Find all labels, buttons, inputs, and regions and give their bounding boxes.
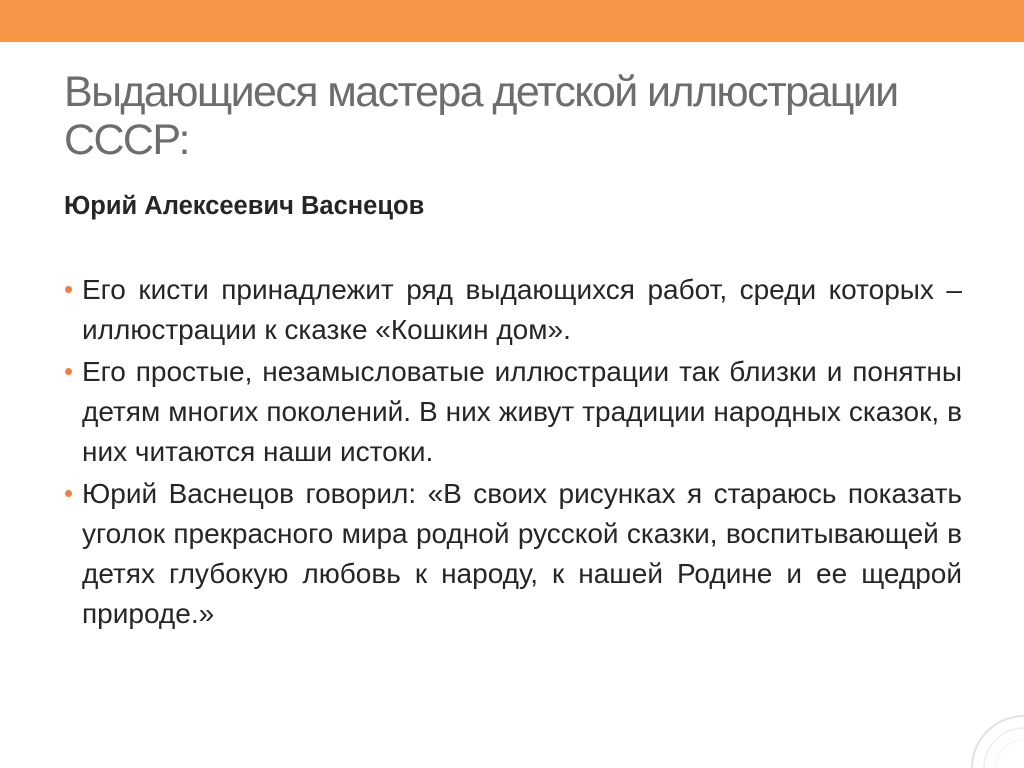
bullet-dot-icon: • bbox=[64, 274, 74, 304]
bullet-text: Юрий Васнецов говорил: «В своих рисунках я стараюсь показать уголок прекрасного мира родной русской сказки, воспитывающей в детях глубокую любовь к народу, к нашей Родине и ее щедрой природе.» bbox=[82, 478, 962, 629]
bullet-list bbox=[64, 270, 962, 636]
bullet-item bbox=[64, 352, 962, 472]
bullet-dot-icon: • bbox=[64, 478, 74, 508]
bullet-text: Его простые, незамысловатые иллюстрации так близки и понятны детям многих поколений. В них живут традиции народных сказок, в них читаются наши истоки. bbox=[82, 356, 962, 467]
slide-title: Выдающиеся мастера детской иллюстрации СССР: bbox=[64, 68, 898, 164]
bullet-item bbox=[64, 474, 962, 634]
bullet-dot-icon: • bbox=[64, 356, 74, 386]
top-accent-bar bbox=[0, 0, 1024, 42]
slide-subtitle: Юрий Алексеевич Васнецов bbox=[64, 192, 425, 220]
bullet-item bbox=[64, 270, 962, 350]
bullet-text: Его кисти принадлежит ряд выдающихся работ, среди которых – иллюстрации к сказке «Кошкин дом». bbox=[82, 274, 962, 345]
corner-decoration bbox=[934, 678, 1024, 768]
